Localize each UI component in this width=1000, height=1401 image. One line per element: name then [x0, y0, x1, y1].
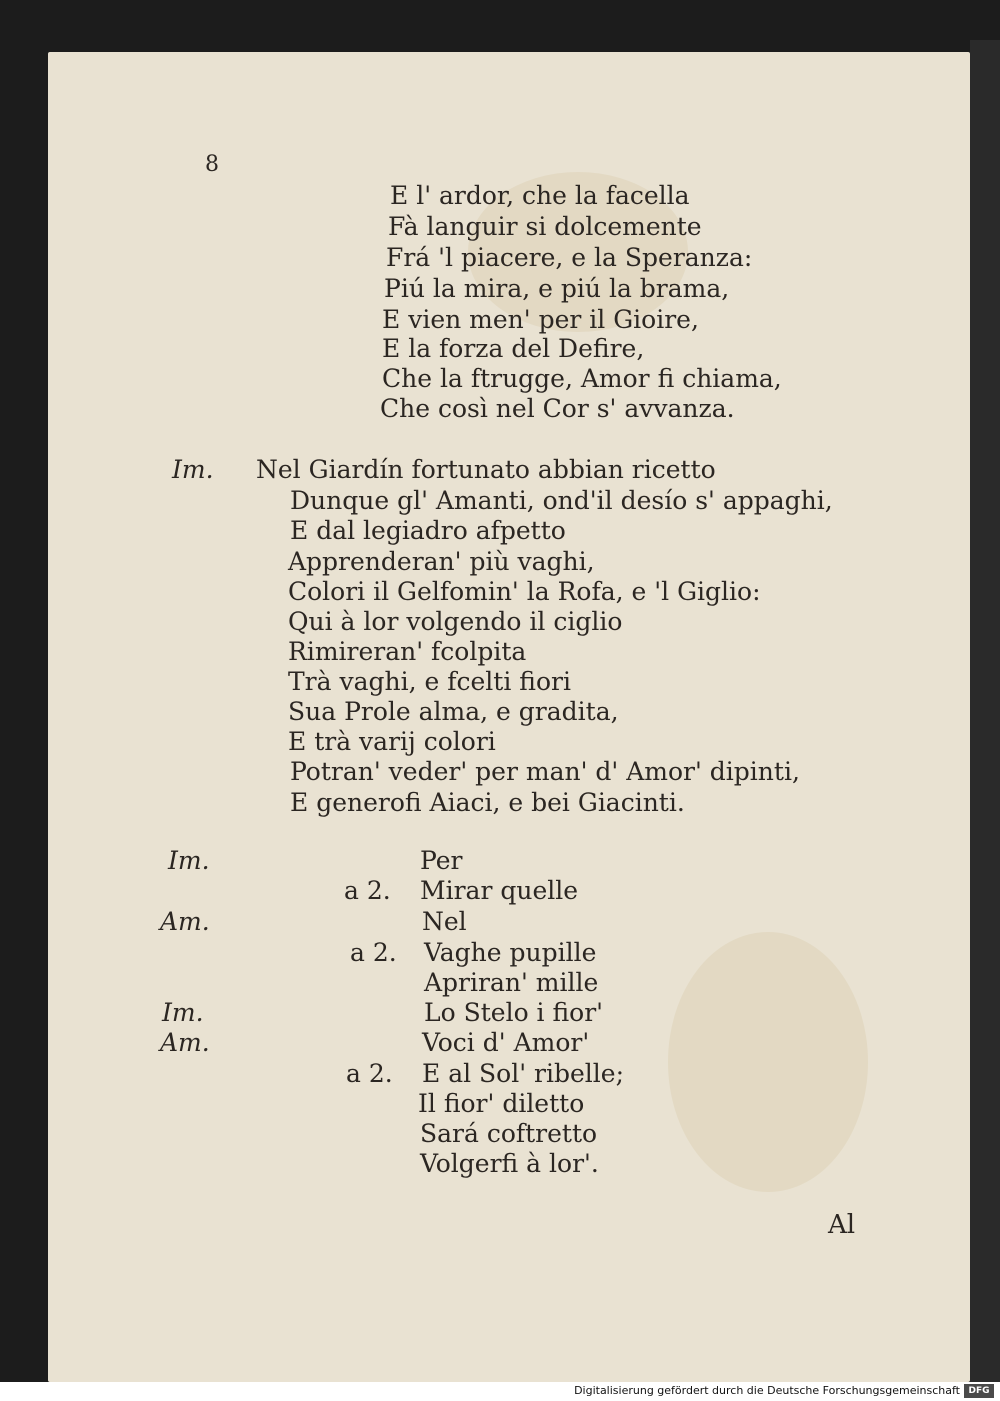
verse-line: Qui à lor volgendo il ciglio [288, 607, 623, 636]
verse-line: Colori il Gelfomin' la Rofa, e 'l Giglio: [288, 577, 761, 606]
verse-line: E dal legiadro afpetto [290, 516, 566, 545]
verse-line: Nel [422, 907, 467, 936]
verse-line: Apriran' mille [424, 968, 599, 997]
verse-line: Per [420, 846, 463, 875]
speaker-label: Am. [160, 907, 210, 936]
a-due-mark: a 2. [344, 876, 391, 905]
verse-line: Mirar quelle [420, 876, 579, 905]
funding-credit: Digitalisierung gefördert durch die Deutsche Forschungsgemeinschaft [574, 1384, 960, 1397]
dfg-logo: DFG [964, 1384, 994, 1398]
footer-bar [0, 1382, 1000, 1401]
verse-line: Il fior' diletto [418, 1089, 585, 1118]
speaker-label: Im. [162, 998, 204, 1027]
verse-line: Che la ftrugge, Amor fi chiama, [382, 364, 782, 393]
verse-line: Che così nel Cor s' avvanza. [380, 394, 735, 423]
verse-line: Dunque gl' Amanti, ond'il desío s' appaghi, [290, 486, 833, 515]
verse-line: E l' ardor, che la facella [390, 181, 690, 210]
verse-line: Sua Prole alma, e gradita, [288, 697, 619, 726]
verse-line: Voci d' Amor' [422, 1028, 590, 1057]
verse-line: Fà languir si dolcemente [388, 212, 702, 241]
verse-line: Volgerfi à lor'. [420, 1149, 599, 1178]
verse-line: Piú la mira, e piú la brama, [384, 274, 730, 303]
verse-line: Lo Stelo i fior' [424, 998, 604, 1027]
verse-line: Potran' veder' per man' d' Amor' dipinti, [290, 757, 800, 786]
verse-line: E trà varij colori [288, 727, 496, 756]
page-number: 8 [205, 152, 219, 177]
paper-stain [668, 932, 868, 1192]
verse-line: E al Sol' ribelle; [422, 1059, 624, 1088]
verse-line: E generofi Aiaci, e bei Giacinti. [290, 788, 685, 817]
verse-line: Sará coftretto [420, 1119, 598, 1148]
verse-line: Vaghe pupille [424, 938, 597, 967]
verse-line: Frá 'l piacere, e la Speranza: [386, 243, 753, 272]
a-due-mark: a 2. [346, 1059, 393, 1088]
verse-line: Trà vaghi, e fcelti fiori [288, 667, 571, 696]
a-due-mark: a 2. [350, 938, 397, 967]
adjacent-page-edge [970, 40, 1000, 1382]
speaker-label: Im. [168, 846, 210, 875]
verse-line: Rimireran' fcolpita [288, 637, 527, 666]
speaker-label: Am. [160, 1028, 210, 1057]
verse-line: Apprenderan' più vaghi, [288, 547, 595, 576]
verse-line: E la forza del Defire, [382, 334, 645, 363]
speaker-label: Im. [172, 455, 214, 484]
verse-line: Nel Giardín fortunato abbian ricetto [256, 455, 716, 484]
catchword: Al [828, 1210, 856, 1240]
verse-line: E vien men' per il Gioire, [382, 305, 699, 334]
